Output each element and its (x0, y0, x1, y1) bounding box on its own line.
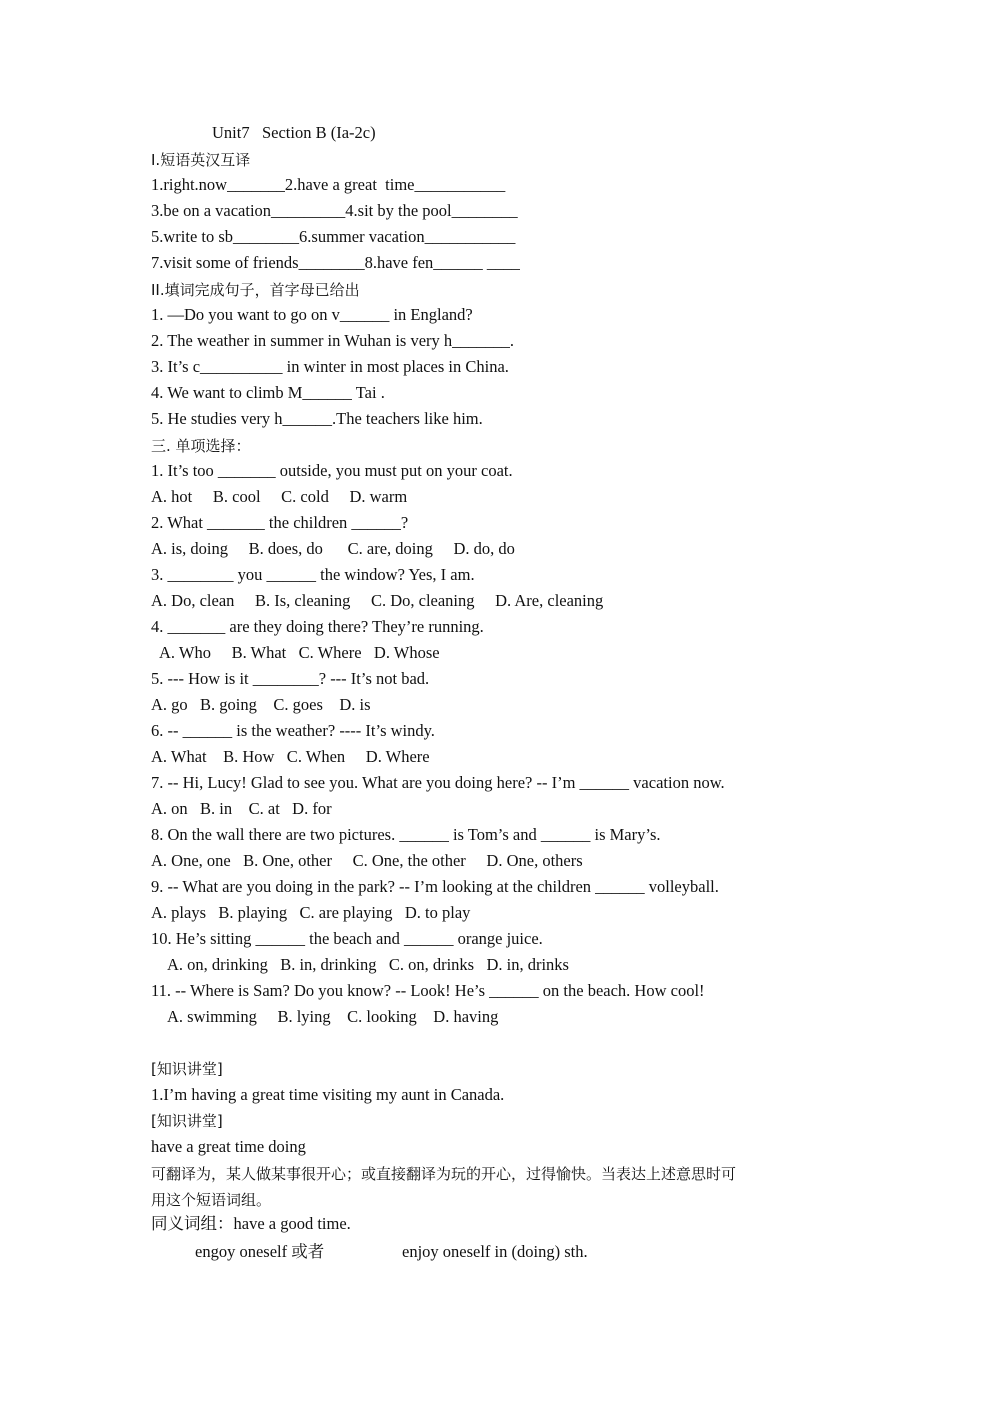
section1-heading: I.短语英汉互译 (151, 151, 251, 169)
question-stem: 4. _______ are they doing there? They’re running. (151, 617, 484, 636)
fill-sentence: 1. —Do you want to go on v______ in England? (151, 305, 473, 324)
alternative-phrase: enjoy oneself in (doing) sth. (402, 1242, 588, 1261)
question-stem: 5. --- How is it ________? --- It’s not bad. (151, 669, 430, 688)
answer-options: A. on, drinking B. in, drinking C. on, drinks D. in, drinks (167, 955, 569, 974)
fill-sentence: 5. He studies very h______.The teachers like him. (151, 409, 483, 428)
question-stem: 6. -- ______ is the weather? ---- It’s windy. (151, 721, 435, 740)
knowledge-heading: [知识讲堂] (151, 1112, 223, 1130)
answer-options: A. Who B. What C. Where D. Whose (159, 643, 440, 662)
answer-options: A. swimming B. lying C. looking D. having (167, 1007, 499, 1026)
question-stem: 3. ________ you ______ the window? Yes, I am. (151, 565, 475, 584)
knowledge-heading: [知识讲堂] (151, 1060, 223, 1078)
alternative-phrase: engoy oneself 或者 (195, 1242, 325, 1261)
explanation-text: 用这个短语词组。 (151, 1191, 272, 1209)
synonym-phrase: 同义词组：have a good time. (151, 1214, 351, 1233)
phrase-line: 7.visit some of friends________8.have fen______ ____ (151, 253, 520, 272)
fill-sentence: 3. It’s c__________ in winter in most places in China. (151, 357, 509, 376)
section2-heading: II.填词完成句子，首字母已给出 (151, 281, 360, 299)
answer-options: A. One, one B. One, other C. One, the other D. One, others (151, 851, 583, 870)
question-stem: 9. -- What are you doing in the park? -- I’m looking at the children ______ volleyball. (151, 877, 719, 896)
question-stem: 8. On the wall there are two pictures. ______ is Tom’s and ______ is Mary’s. (151, 825, 661, 844)
answer-options: A. on B. in C. at D. for (151, 799, 332, 818)
answer-options: A. Do, clean B. Is, cleaning C. Do, cleaning D. Are, cleaning (151, 591, 604, 610)
fill-sentence: 2. The weather in summer in Wuhan is very h_______. (151, 331, 515, 350)
phrase-line: 3.be on a vacation_________4.sit by the pool________ (151, 201, 518, 220)
question-stem: 11. -- Where is Sam? Do you know? -- Look! He’s ______ on the beach. How cool! (151, 981, 705, 1000)
answer-options: A. is, doing B. does, do C. are, doing D. do, do (151, 539, 515, 558)
phrase-line: 5.write to sb________6.summer vacation___________ (151, 227, 516, 246)
answer-options: A. hot B. cool C. cold D. warm (151, 487, 408, 506)
section3-heading: 三. 单项选择： (151, 437, 251, 455)
question-stem: 7. -- Hi, Lucy! Glad to see you. What are you doing here? -- I’m ______ vacation now. (151, 773, 725, 792)
question-stem: 10. He’s sitting ______ the beach and ______ orange juice. (151, 929, 543, 948)
worksheet-title: Unit7 Section B (Ia-2c) (212, 123, 376, 142)
fill-sentence: 4. We want to climb M______ Tai . (151, 383, 385, 402)
question-stem: 2. What _______ the children ______? (151, 513, 409, 532)
answer-options: A. plays B. playing C. are playing D. to play (151, 903, 471, 922)
key-phrase: have a great time doing (151, 1137, 306, 1156)
question-stem: 1. It’s too _______ outside, you must put on your coat. (151, 461, 513, 480)
example-sentence: 1.I’m having a great time visiting my aunt in Canada. (151, 1085, 505, 1104)
explanation-text: 可翻译为，某人做某事很开心；或直接翻译为玩的开心，过得愉快。当表达上述意思时可 (151, 1165, 737, 1183)
phrase-line: 1.right.now_______2.have a great time___________ (151, 175, 506, 194)
answer-options: A. go B. going C. goes D. is (151, 695, 371, 714)
answer-options: A. What B. How C. When D. Where (151, 747, 430, 766)
